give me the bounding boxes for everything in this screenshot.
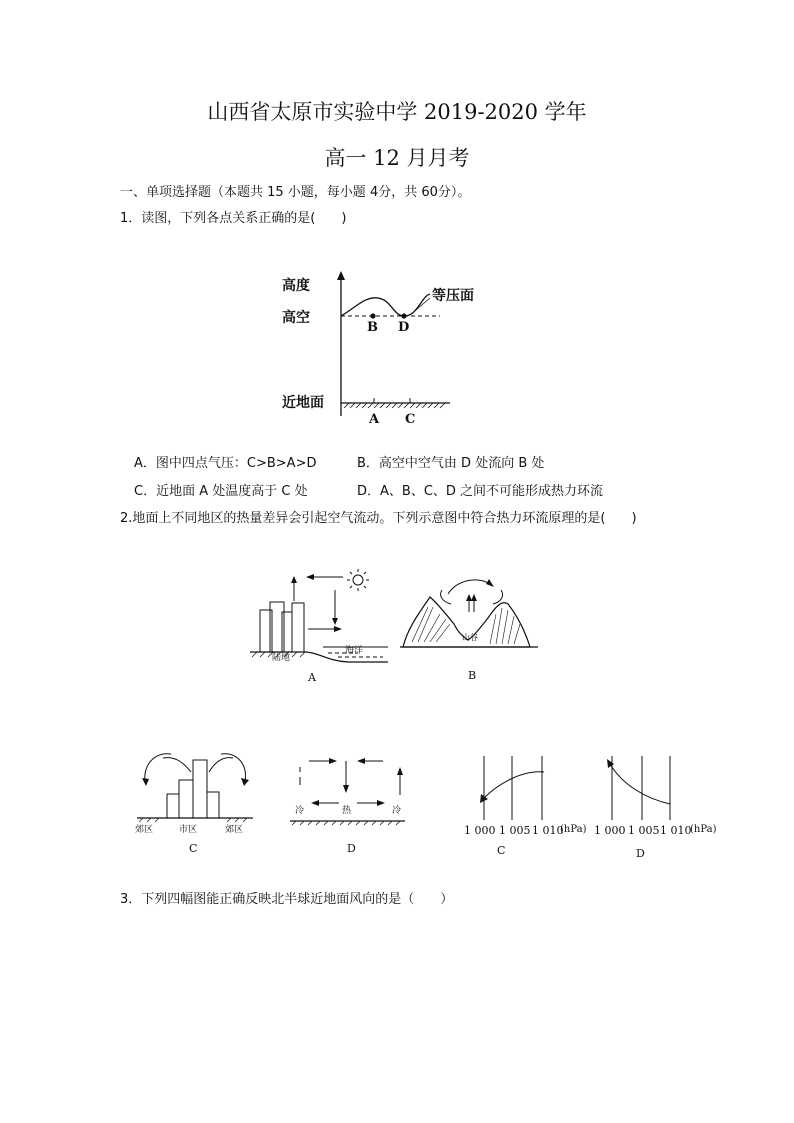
sun-icon <box>347 569 369 591</box>
city-label: 市区 <box>179 825 198 835</box>
page-title: 山西省太原市实验中学 2019-2020 学年 <box>207 100 587 124</box>
sea-label: 海洋 <box>345 646 364 656</box>
fig-c-label: C <box>189 842 198 855</box>
isobar-leader <box>410 298 430 315</box>
arrow-left-icon <box>311 800 319 806</box>
cold-right-label: 冷 <box>392 806 402 816</box>
q2-stem: 2.地面上不同地区的热量差异会引起空气流动。下列示意图中符合热力环流原理的是( ) <box>120 511 637 526</box>
q1-option-d: D．A、B、C、D 之间不可能形成热力环流 <box>357 484 604 499</box>
tick-1000: 1 000 <box>464 824 496 837</box>
q1-option-c: C．近地面 A 处温度高于 C 处 <box>134 484 308 499</box>
q1-stem: 1．读图，下列各点关系正确的是( ) <box>120 211 347 226</box>
q2-fig-c2-isobars <box>462 752 592 862</box>
page-subtitle: 高一 12 月月考 <box>324 146 470 170</box>
arrow-up-icon <box>291 576 297 583</box>
q2-fig-c-heat-island <box>133 742 263 857</box>
valley-label: 山谷 <box>462 633 478 642</box>
fig-b-label: B <box>468 669 477 682</box>
arrow-down-icon <box>332 618 338 625</box>
point-b-label: B <box>367 320 378 335</box>
q2-fig-d-circulation <box>285 745 410 857</box>
tick-1010: 1 010 <box>660 824 692 837</box>
fig-d-label: D <box>347 842 356 855</box>
arrow-up-icon <box>466 594 472 601</box>
cold-left-label: 冷 <box>295 806 305 816</box>
fig-d2-label: D <box>636 847 645 860</box>
unit-label: (hPa) <box>690 824 717 835</box>
arrow-right-icon <box>329 758 337 764</box>
point-d-dot <box>401 313 406 318</box>
q2-fig-d2-isobars <box>592 752 724 862</box>
point-d-label: D <box>398 320 410 335</box>
fig-c2-label: C <box>497 844 506 857</box>
point-c-label: C <box>405 412 416 427</box>
suburb-left-label: 郊区 <box>135 825 154 835</box>
land-label: 陆地 <box>272 653 291 663</box>
q2-fig-b-valley-breeze <box>398 562 546 685</box>
tick-1005: 1 005 <box>628 824 660 837</box>
point-a-label: A <box>369 412 380 427</box>
isobar-label: 等压面 <box>432 288 474 304</box>
tick-1005: 1 005 <box>499 824 531 837</box>
arrow-up-icon <box>397 767 403 775</box>
arrow-right-icon <box>377 800 385 806</box>
y-axis-arrow-icon <box>337 271 345 280</box>
arrow-down-icon <box>343 785 349 793</box>
arrow-left-icon <box>357 758 365 764</box>
q1-isobar-diagram <box>280 268 520 433</box>
section-heading: 一、单项选择题（本题共 15 小题，每小题 4分，共 60分）。 <box>120 185 471 200</box>
arrow-up-icon <box>471 594 477 601</box>
hot-label: 热 <box>342 806 352 816</box>
q3-stem: 3．下列四幅图能正确反映北半球近地面风向的是（ ） <box>120 892 454 907</box>
arrow-up-left-icon <box>607 759 614 768</box>
unit-label: (hPa) <box>560 824 587 835</box>
point-b-dot <box>370 313 375 318</box>
suburb-right-label: 郊区 <box>225 825 244 835</box>
moon-icon <box>509 567 528 591</box>
arrow-left-icon <box>306 574 314 580</box>
arrow-right-icon <box>486 579 494 587</box>
tick-1010: 1 010 <box>532 824 564 837</box>
tick-1000: 1 000 <box>594 824 626 837</box>
q2-fig-a-sea-breeze <box>248 565 393 685</box>
arrow-right-icon <box>334 626 342 632</box>
high-altitude-label: 高空 <box>282 310 310 326</box>
arrow-down-icon <box>241 778 249 786</box>
ground-level-label: 近地面 <box>282 395 324 411</box>
y-axis-label: 高度 <box>282 278 310 294</box>
q1-option-b: B．高空中空气由 D 处流向 B 处 <box>357 456 545 471</box>
fig-a-label: A <box>308 671 316 684</box>
q1-option-a: A．图中四点气压：C>B>A>D <box>134 456 317 471</box>
arrow-down-icon <box>142 778 149 786</box>
